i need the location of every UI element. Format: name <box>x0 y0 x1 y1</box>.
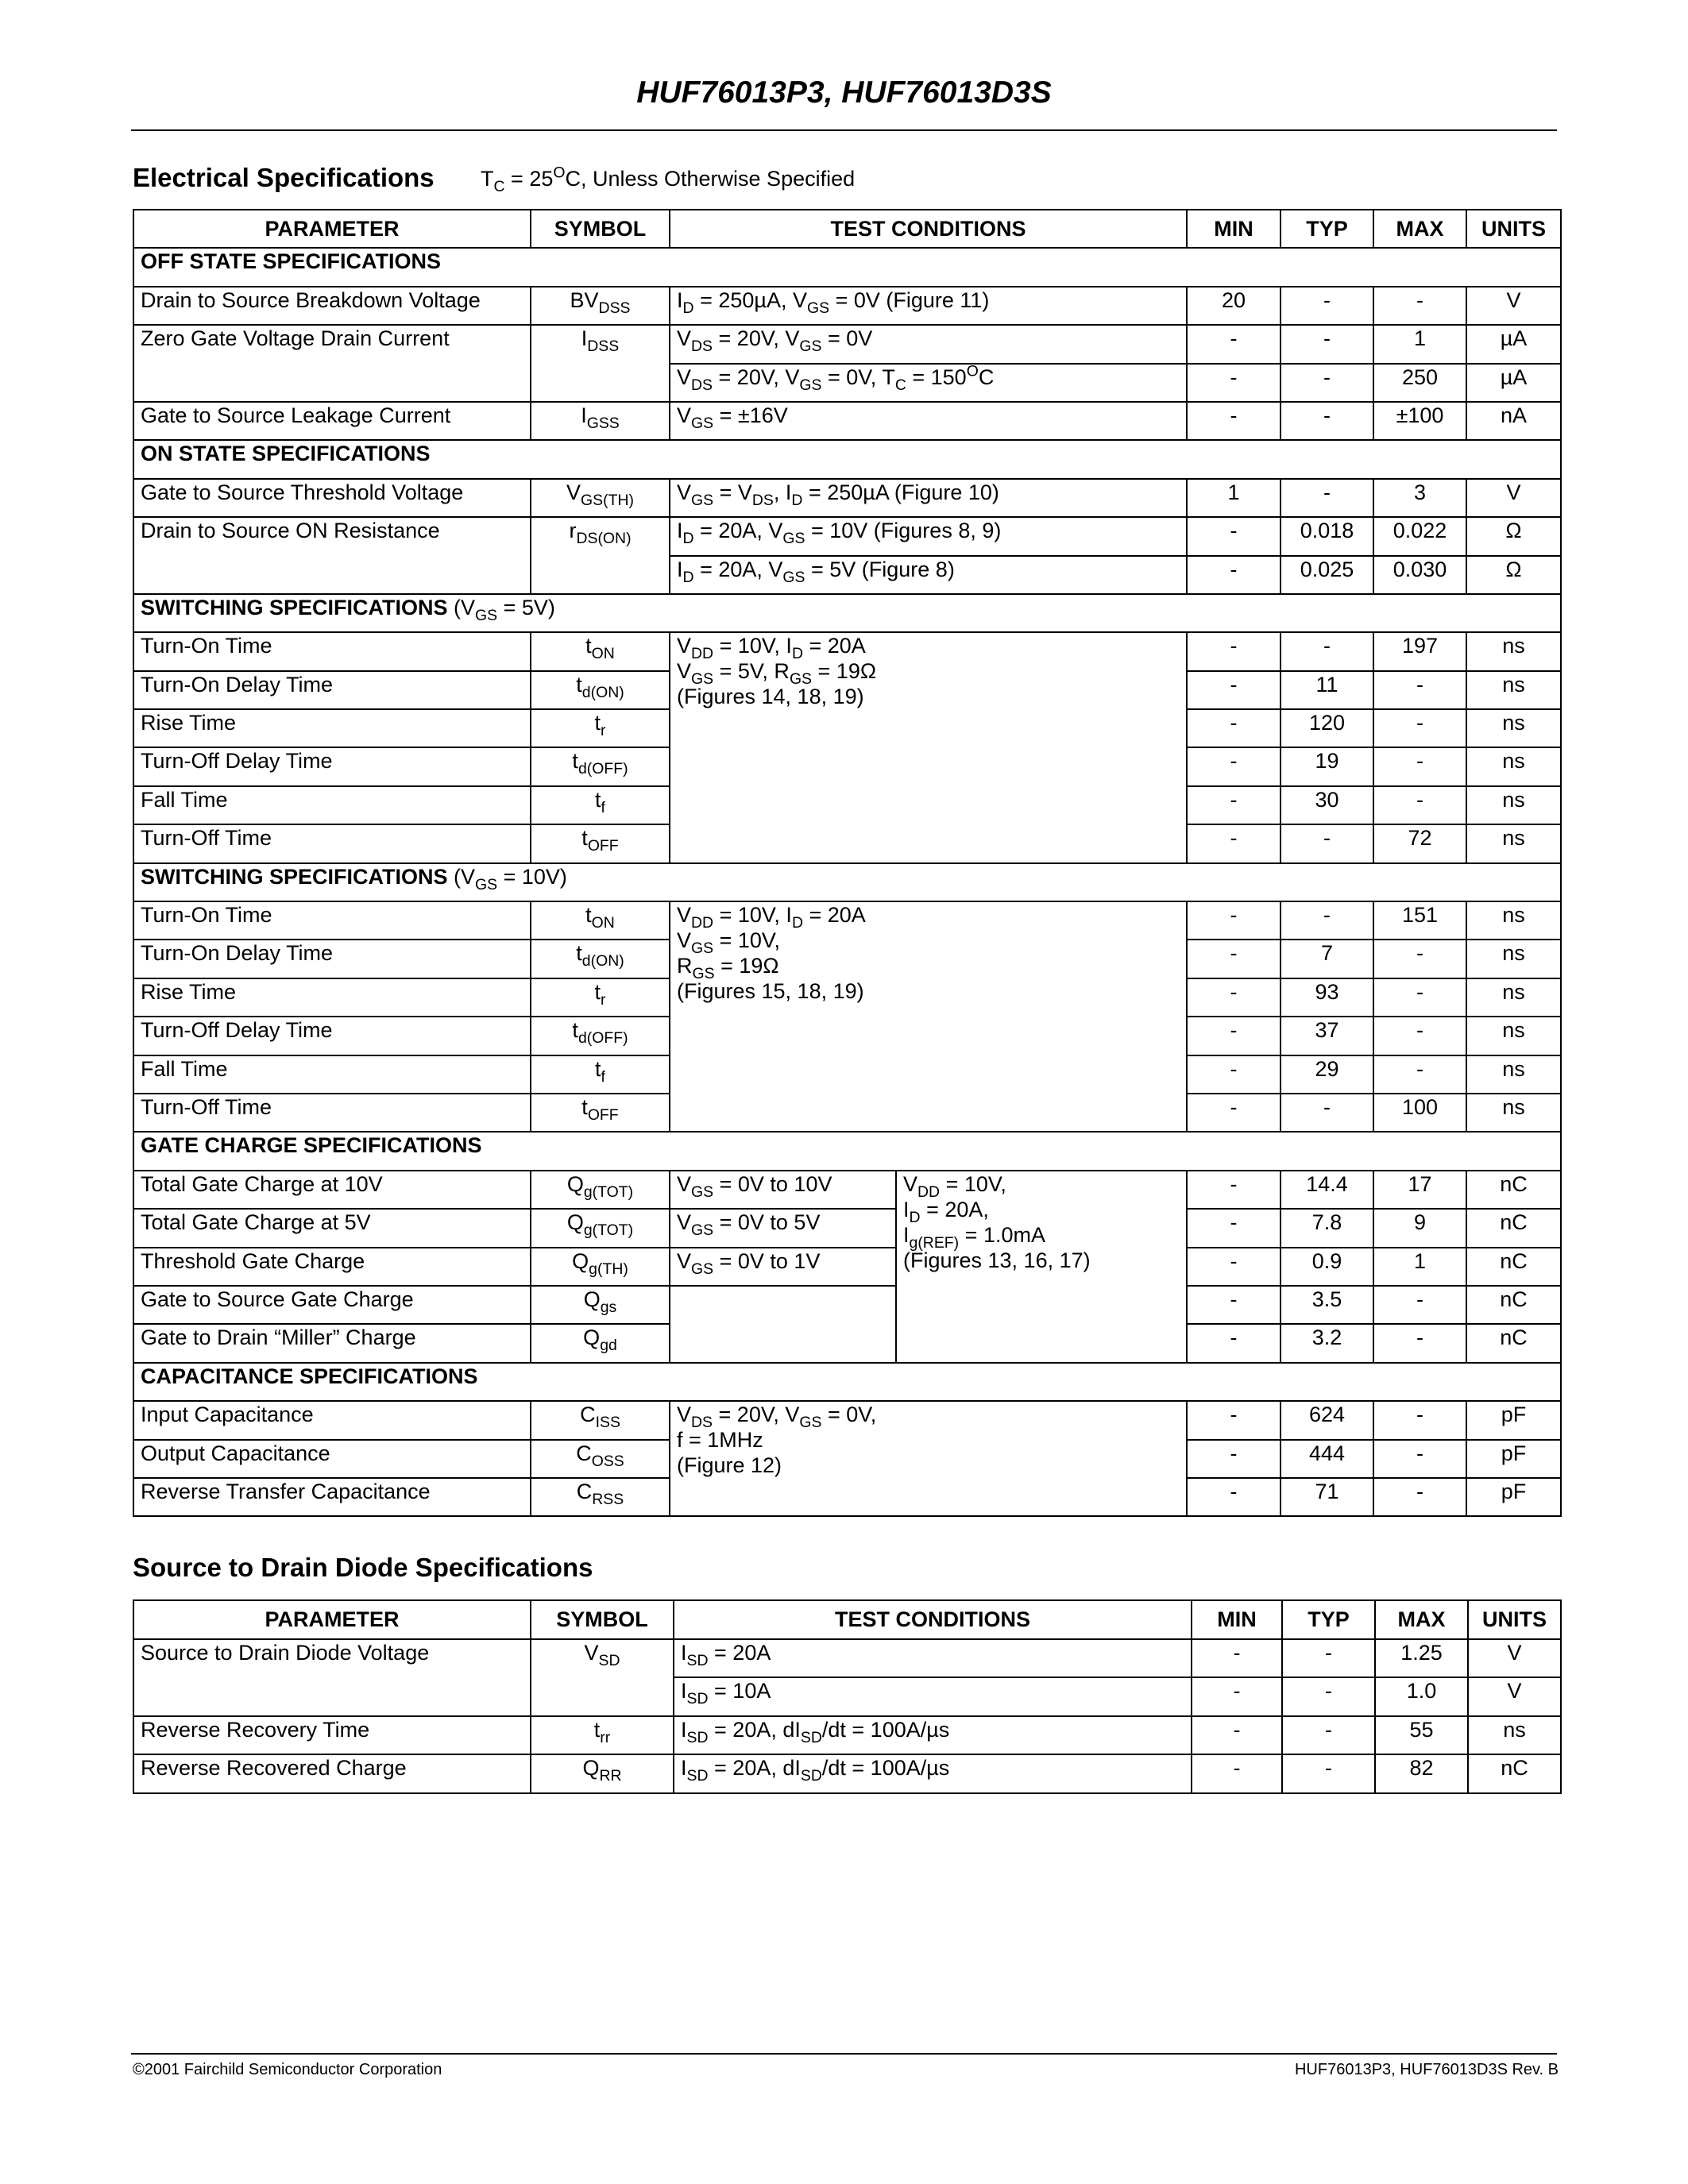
typ-cell: 30 <box>1280 786 1373 824</box>
param-cell: Turn-Off Delay Time <box>133 1017 531 1055</box>
param-cell: Fall Time <box>133 786 531 824</box>
col-header-parameter: PARAMETER <box>133 210 531 248</box>
typ-cell: 444 <box>1280 1440 1373 1478</box>
typ-cell: - <box>1280 402 1373 440</box>
units-cell: ns <box>1466 709 1561 747</box>
symbol-cell: $t_{OFF}$ <box>531 1094 670 1132</box>
group-off-state: OFF STATE SPECIFICATIONS <box>133 248 1561 286</box>
max-cell: 1 <box>1373 325 1466 363</box>
symbol-cell: $Q_{g(TOT)}$ <box>531 1171 670 1209</box>
condition-cell: $I_D = 20A$, $V_{GS} = 5V$ (Figure 8) <box>670 556 1187 594</box>
condition-cell: $I_{SD} = 20A$, $dI_{SD}/dt = 100A/\mu s$ <box>674 1754 1192 1793</box>
typ-cell: 14.4 <box>1280 1171 1373 1209</box>
units-cell: ns <box>1466 1094 1561 1132</box>
symbol-cell: $t_f$ <box>531 1055 670 1094</box>
group-on-state: ON STATE SPECIFICATIONS <box>133 440 1561 478</box>
max-cell: - <box>1373 1401 1466 1439</box>
condition-cell: $I_D = 20A$, $V_{GS} = 10V$ (Figures 8, 9) <box>670 517 1187 555</box>
condition-cell: $I_{SD} = 20A$, $dI_{SD}/dt = 100A/\mu s$ <box>674 1716 1192 1755</box>
max-cell: ±100 <box>1373 402 1466 440</box>
symbol-cell: $t_r$ <box>531 709 670 747</box>
units-cell: Ω <box>1466 517 1561 555</box>
footer-rule <box>131 2053 1557 2055</box>
param-cell: Total Gate Charge at 10V <box>133 1171 531 1209</box>
symbol-cell: $Q_{g(TOT)}$ <box>531 1209 670 1247</box>
param-cell: Drain to Source ON Resistance <box>133 517 531 594</box>
condition-cell: $I_{SD} = 10A$ <box>674 1677 1192 1716</box>
max-cell: 55 <box>1375 1716 1468 1755</box>
units-cell: nA <box>1466 402 1561 440</box>
max-cell: - <box>1373 1324 1466 1362</box>
units-cell: ns <box>1466 786 1561 824</box>
min-cell: - <box>1187 747 1280 785</box>
units-cell: V <box>1466 479 1561 517</box>
param-cell: Gate to Drain “Miller” Charge <box>133 1324 531 1362</box>
group-gate-charge: GATE CHARGE SPECIFICATIONS <box>133 1132 1561 1170</box>
units-cell: µA <box>1466 325 1561 363</box>
min-cell: - <box>1192 1677 1282 1716</box>
units-cell: nC <box>1466 1286 1561 1324</box>
condition-cell: $V_{GS} = 0V$ to 1V <box>670 1248 896 1286</box>
col-header-units: UNITS <box>1466 210 1561 248</box>
typ-cell: 19 <box>1280 747 1373 785</box>
units-cell: ns <box>1466 671 1561 709</box>
group-switching-5v: SWITCHING SPECIFICATIONS $(V_{GS} = 5V)$ <box>133 594 1561 632</box>
typ-cell: - <box>1282 1754 1375 1793</box>
electrical-specs-heading: Electrical Specifications <box>133 163 435 192</box>
typ-cell: 120 <box>1280 709 1373 747</box>
symbol-cell: $I_{GSS}$ <box>531 402 670 440</box>
table-row <box>133 287 1561 325</box>
table-row <box>133 1754 1561 1793</box>
table-row <box>133 325 1561 363</box>
condition-cell: $V_{DD} = 10V$, $I_D = 20A$ $V_{GS} = 10V$, $R_{GS} = 19\Omega$ (Figures 15, 18, 19) <box>670 901 1187 1132</box>
units-cell: pF <box>1466 1440 1561 1478</box>
max-cell: 0.022 <box>1373 517 1466 555</box>
typ-cell: - <box>1282 1677 1375 1716</box>
symbol-cell: $t_{ON}$ <box>531 632 670 670</box>
min-cell: - <box>1187 402 1280 440</box>
units-cell: V <box>1466 287 1561 325</box>
col-header-test-conditions: TEST CONDITIONS <box>674 1600 1192 1639</box>
typ-cell: 0.018 <box>1280 517 1373 555</box>
units-cell: Ω <box>1466 556 1561 594</box>
table-row <box>133 1401 1561 1439</box>
max-cell: - <box>1373 747 1466 785</box>
symbol-cell: $t_f$ <box>531 786 670 824</box>
min-cell: - <box>1187 786 1280 824</box>
param-cell: Gate to Source Leakage Current <box>133 402 531 440</box>
table-row <box>133 402 1561 440</box>
typ-cell: - <box>1280 632 1373 670</box>
min-cell: - <box>1187 517 1280 555</box>
param-cell: Turn-Off Time <box>133 1094 531 1132</box>
symbol-cell: $C_{RSS}$ <box>531 1478 670 1516</box>
electrical-specs-table <box>133 209 1562 1517</box>
param-cell: Input Capacitance <box>133 1401 531 1439</box>
min-cell: - <box>1192 1639 1282 1678</box>
symbol-cell: $Q_{gs}$ <box>531 1286 670 1324</box>
units-cell: ns <box>1466 632 1561 670</box>
units-cell: ns <box>1468 1716 1561 1755</box>
units-cell: V <box>1468 1677 1561 1716</box>
symbol-cell: $Q_{RR}$ <box>531 1754 674 1793</box>
min-cell: - <box>1187 364 1280 402</box>
units-cell: nC <box>1466 1324 1561 1362</box>
param-cell: Turn-On Time <box>133 901 531 940</box>
min-cell: - <box>1187 325 1280 363</box>
symbol-cell: $r_{DS(ON)}$ <box>531 517 670 594</box>
symbol-cell: $C_{OSS}$ <box>531 1440 670 1478</box>
symbol-cell: $Q_{g(TH)}$ <box>531 1248 670 1286</box>
footer-copyright: ©2001 Fairchild Semiconductor Corporation <box>133 2061 442 2078</box>
param-cell: Rise Time <box>133 709 531 747</box>
max-cell: - <box>1373 1478 1466 1516</box>
min-cell: 1 <box>1187 479 1280 517</box>
max-cell: - <box>1373 1440 1466 1478</box>
units-cell: ns <box>1466 747 1561 785</box>
col-header-typ: TYP <box>1282 1600 1375 1639</box>
table-header-row <box>133 210 1561 248</box>
min-cell: - <box>1187 632 1280 670</box>
min-cell: - <box>1187 1478 1280 1516</box>
symbol-cell: $t_{ON}$ <box>531 901 670 940</box>
typ-cell: - <box>1280 1094 1373 1132</box>
min-cell: - <box>1187 1248 1280 1286</box>
max-cell: 0.030 <box>1373 556 1466 594</box>
max-cell: - <box>1373 940 1466 978</box>
max-cell: 3 <box>1373 479 1466 517</box>
symbol-cell: $t_{OFF}$ <box>531 824 670 862</box>
typ-cell: 0.9 <box>1280 1248 1373 1286</box>
param-cell: Drain to Source Breakdown Voltage <box>133 287 531 325</box>
symbol-cell: $Q_{gd}$ <box>531 1324 670 1362</box>
electrical-specs-note: $T_C = 25^OC$, Unless Otherwise Specified <box>481 164 856 195</box>
param-cell: Reverse Recovered Charge <box>133 1754 531 1793</box>
col-header-min: MIN <box>1187 210 1280 248</box>
units-cell: ns <box>1466 1017 1561 1055</box>
condition-cell: $V_{GS} = V_{DS}$, $I_D = 250\mu A$ (Figure 10) <box>670 479 1187 517</box>
min-cell: - <box>1187 1017 1280 1055</box>
max-cell: - <box>1373 709 1466 747</box>
symbol-cell: $t_{d(ON)}$ <box>531 671 670 709</box>
min-cell: - <box>1187 824 1280 862</box>
col-header-max: MAX <box>1373 210 1466 248</box>
param-cell: Output Capacitance <box>133 1440 531 1478</box>
symbol-cell: $C_{ISS}$ <box>531 1401 670 1439</box>
diode-specs-heading: Source to Drain Diode Specifications <box>133 1553 593 1582</box>
col-header-max: MAX <box>1375 1600 1468 1639</box>
condition-cell: $I_D = 250\mu A$, $V_{GS} = 0V$ (Figure 11) <box>670 287 1187 325</box>
min-cell: - <box>1187 1286 1280 1324</box>
typ-cell: - <box>1282 1716 1375 1755</box>
min-cell: - <box>1187 1209 1280 1247</box>
condition-cell: $V_{GS} = 0V$ to 5V <box>670 1209 896 1247</box>
group-capacitance: CAPACITANCE SPECIFICATIONS <box>133 1363 1561 1401</box>
typ-cell: 11 <box>1280 671 1373 709</box>
symbol-cell: $V_{GS(TH)}$ <box>531 479 670 517</box>
table-row <box>133 1639 1561 1678</box>
table-row <box>133 632 1561 670</box>
table-row <box>133 1171 1561 1209</box>
min-cell: - <box>1187 1440 1280 1478</box>
param-cell: Rise Time <box>133 978 531 1017</box>
param-cell: Source to Drain Diode Voltage <box>133 1639 531 1716</box>
typ-cell: - <box>1280 364 1373 402</box>
table-header-row <box>133 1600 1561 1639</box>
units-cell: V <box>1468 1639 1561 1678</box>
col-header-test-conditions: TEST CONDITIONS <box>670 210 1187 248</box>
min-cell: - <box>1187 556 1280 594</box>
min-cell: - <box>1187 709 1280 747</box>
min-cell: - <box>1192 1716 1282 1755</box>
condition-cell: $I_{SD} = 20A$ <box>674 1639 1192 1678</box>
table-row <box>133 901 1561 940</box>
typ-cell: - <box>1280 287 1373 325</box>
max-cell: 100 <box>1373 1094 1466 1132</box>
document-title: HUF76013P3, HUF76013D3S <box>636 75 1052 110</box>
max-cell: - <box>1373 287 1466 325</box>
typ-cell: 29 <box>1280 1055 1373 1094</box>
param-cell: Total Gate Charge at 5V <box>133 1209 531 1247</box>
table-row <box>133 1286 1561 1324</box>
typ-cell: 7.8 <box>1280 1209 1373 1247</box>
typ-cell: - <box>1280 824 1373 862</box>
param-cell: Gate to Source Gate Charge <box>133 1286 531 1324</box>
max-cell: - <box>1373 978 1466 1017</box>
max-cell: - <box>1373 671 1466 709</box>
units-cell: ns <box>1466 824 1561 862</box>
units-cell: pF <box>1466 1401 1561 1439</box>
typ-cell: - <box>1280 901 1373 940</box>
max-cell: - <box>1373 1017 1466 1055</box>
typ-cell: - <box>1282 1639 1375 1678</box>
max-cell: 17 <box>1373 1171 1466 1209</box>
param-cell: Reverse Transfer Capacitance <box>133 1478 531 1516</box>
condition-cell-empty <box>670 1286 896 1363</box>
col-header-typ: TYP <box>1280 210 1373 248</box>
condition-cell: $V_{DD} = 10V$, $I_D = 20A$, $I_{g(REF)} = 1.0mA$ (Figures 13, 16, 17) <box>896 1171 1187 1363</box>
units-cell: µA <box>1466 364 1561 402</box>
max-cell: 9 <box>1373 1209 1466 1247</box>
min-cell: - <box>1187 1094 1280 1132</box>
max-cell: 72 <box>1373 824 1466 862</box>
typ-cell: - <box>1280 479 1373 517</box>
condition-cell: $V_{DS} = 20V$, $V_{GS} = 0V$ <box>670 325 1187 363</box>
typ-cell: 93 <box>1280 978 1373 1017</box>
symbol-cell: $V_{SD}$ <box>531 1639 674 1716</box>
max-cell: 151 <box>1373 901 1466 940</box>
diode-specs-table <box>133 1599 1562 1794</box>
param-cell: Fall Time <box>133 1055 531 1094</box>
col-header-parameter: PARAMETER <box>133 1600 531 1639</box>
symbol-cell: $t_{d(ON)}$ <box>531 940 670 978</box>
footer-revision: HUF76013P3, HUF76013D3S Rev. B <box>1294 2061 1559 2078</box>
units-cell: nC <box>1468 1754 1561 1793</box>
typ-cell: 624 <box>1280 1401 1373 1439</box>
table-row <box>133 517 1561 555</box>
typ-cell: 71 <box>1280 1478 1373 1516</box>
symbol-cell: $t_{rr}$ <box>531 1716 674 1755</box>
min-cell: - <box>1187 671 1280 709</box>
max-cell: - <box>1373 1286 1466 1324</box>
col-header-units: UNITS <box>1468 1600 1561 1639</box>
max-cell: 1 <box>1373 1248 1466 1286</box>
param-cell: Gate to Source Threshold Voltage <box>133 479 531 517</box>
units-cell: ns <box>1466 978 1561 1017</box>
typ-cell: 37 <box>1280 1017 1373 1055</box>
max-cell: 1.25 <box>1375 1639 1468 1678</box>
units-cell: nC <box>1466 1209 1561 1247</box>
table-row <box>133 1248 1561 1286</box>
symbol-cell: $BV_{DSS}$ <box>531 287 670 325</box>
typ-cell: 7 <box>1280 940 1373 978</box>
min-cell: - <box>1187 940 1280 978</box>
table-row <box>133 479 1561 517</box>
min-cell: - <box>1187 1324 1280 1362</box>
col-header-symbol: SYMBOL <box>531 210 670 248</box>
min-cell: - <box>1187 1171 1280 1209</box>
param-cell: Reverse Recovery Time <box>133 1716 531 1755</box>
symbol-cell: $t_{d(OFF)}$ <box>531 747 670 785</box>
units-cell: ns <box>1466 901 1561 940</box>
param-cell: Turn-Off Delay Time <box>133 747 531 785</box>
min-cell: - <box>1187 901 1280 940</box>
typ-cell: 3.2 <box>1280 1324 1373 1362</box>
typ-cell: 3.5 <box>1280 1286 1373 1324</box>
symbol-cell: $t_r$ <box>531 978 670 1017</box>
param-cell: Turn-On Delay Time <box>133 940 531 978</box>
param-cell: Zero Gate Voltage Drain Current <box>133 325 531 402</box>
condition-cell: $V_{GS} = 0V$ to 10V <box>670 1171 896 1209</box>
condition-cell: $V_{DS} = 20V$, $V_{GS} = 0V$, f = 1MHz (Figure 12) <box>670 1401 1187 1516</box>
symbol-cell: $I_{DSS}$ <box>531 325 670 402</box>
param-cell: Turn-On Delay Time <box>133 671 531 709</box>
col-header-symbol: SYMBOL <box>531 1600 674 1639</box>
max-cell: - <box>1373 786 1466 824</box>
typ-cell: - <box>1280 325 1373 363</box>
min-cell: - <box>1187 1401 1280 1439</box>
units-cell: ns <box>1466 940 1561 978</box>
table-row <box>133 1716 1561 1755</box>
min-cell: - <box>1192 1754 1282 1793</box>
max-cell: 82 <box>1375 1754 1468 1793</box>
units-cell: nC <box>1466 1171 1561 1209</box>
max-cell: 250 <box>1373 364 1466 402</box>
group-switching-10v: SWITCHING SPECIFICATIONS $(V_{GS} = 10V)$ <box>133 863 1561 901</box>
min-cell: 20 <box>1187 287 1280 325</box>
units-cell: pF <box>1466 1478 1561 1516</box>
condition-cell: $V_{GS} = \pm 16V$ <box>670 402 1187 440</box>
param-cell: Turn-On Time <box>133 632 531 670</box>
param-cell: Threshold Gate Charge <box>133 1248 531 1286</box>
min-cell: - <box>1187 978 1280 1017</box>
header-rule <box>131 129 1557 131</box>
max-cell: 197 <box>1373 632 1466 670</box>
max-cell: 1.0 <box>1375 1677 1468 1716</box>
min-cell: - <box>1187 1055 1280 1094</box>
table-row <box>133 1209 1561 1247</box>
typ-cell: 0.025 <box>1280 556 1373 594</box>
condition-cell: $V_{DD} = 10V$, $I_D = 20A$ $V_{GS} = 5V$, $R_{GS} = 19\Omega$ (Figures 14, 18, 19) <box>670 632 1187 862</box>
condition-cell: $V_{DS} = 20V$, $V_{GS} = 0V$, $T_C = 150^OC$ <box>670 364 1187 402</box>
param-cell: Turn-Off Time <box>133 824 531 862</box>
col-header-min: MIN <box>1192 1600 1282 1639</box>
units-cell: nC <box>1466 1248 1561 1286</box>
max-cell: - <box>1373 1055 1466 1094</box>
units-cell: ns <box>1466 1055 1561 1094</box>
symbol-cell: $t_{d(OFF)}$ <box>531 1017 670 1055</box>
